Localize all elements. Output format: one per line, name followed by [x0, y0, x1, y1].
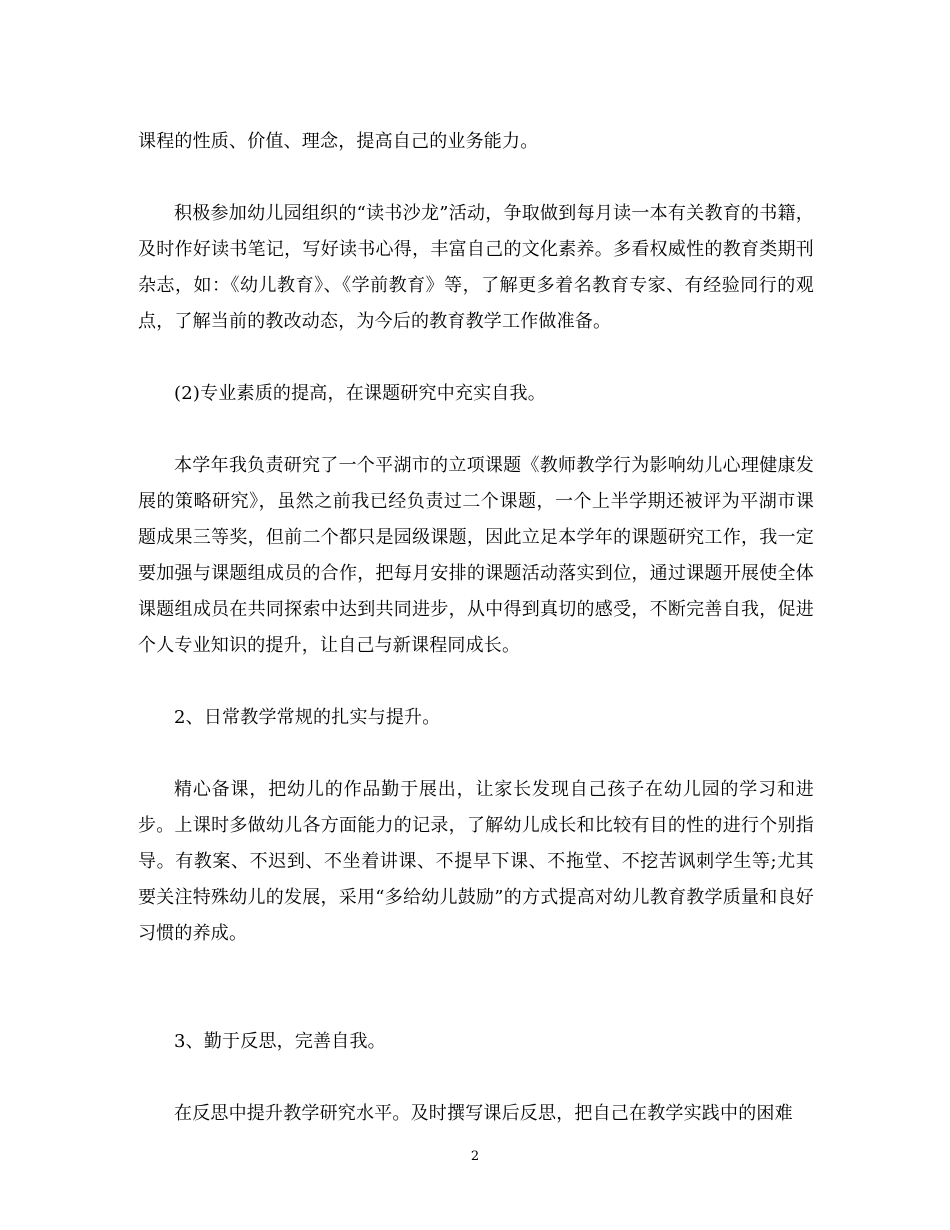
paragraph-daily-routine-heading: 2、日常教学常规的扎实与提升。: [174, 707, 441, 728]
paragraph-lesson-preparation: 精心备课，把幼儿的作品勤于展出，让家长发现自己孩子在幼儿园的学习和进步。上课时多做幼儿各方面能力的记录，了解幼儿成长和比较有目的性的进行个别指导。有教案、不迟到、不坐着讲课、不提早下课、不拖堂、不挖苦讽刺学生等;尤其要关注特殊幼儿的发展，采用“多给幼儿鼓励”的方式提高对幼儿教育教学质量和良好习惯的养成。: [138, 779, 814, 944]
paragraph-reflection-heading: 3、勤于反思，完善自我。: [174, 1031, 386, 1052]
paragraph-professional-quality-heading: (2)专业素质的提高，在课题研究中充实自我。: [174, 383, 546, 404]
paragraph-reading-salon: 积极参加幼儿园组织的“读书沙龙”活动，争取做到每月读一本有关教育的书籍，及时作好读书笔记，写好读书心得，丰富自己的文化素养。多看权威性的教育类期刊杂志，如：《幼儿教育》、《学前教育》等，了解更多着名教育专家、有经验同行的观点，了解当前的教改动态，为今后的教育教学工作做准备。: [138, 203, 814, 332]
paragraph-course-nature: 课程的性质、价值、理念，提高自己的业务能力。: [138, 131, 539, 152]
paragraph-reflection-body: 在反思中提升教学研究水平。及时撰写课后反思，把自己在教学实践中的困难: [174, 1103, 793, 1124]
page-number: 2: [470, 1149, 480, 1164]
paragraph-research-project: 本学年我负责研究了一个平湖市的立项课题《教师教学行为影响幼儿心理健康发展的策略研究》，虽然之前我已经负责过二个课题，一个上半学期还被评为平湖市课题成果三等奖，但前二个都只是园级课题，因此立足本学年的课题研究工作，我一定要加强与课题组成员的合作，把每月安排的课题活动落实到位，通过课题开展使全体课题组成员在共同探索中达到共同进步，从中得到真切的感受，不断完善自我，促进个人专业知识的提升，让自己与新课程同成长。: [138, 455, 814, 656]
